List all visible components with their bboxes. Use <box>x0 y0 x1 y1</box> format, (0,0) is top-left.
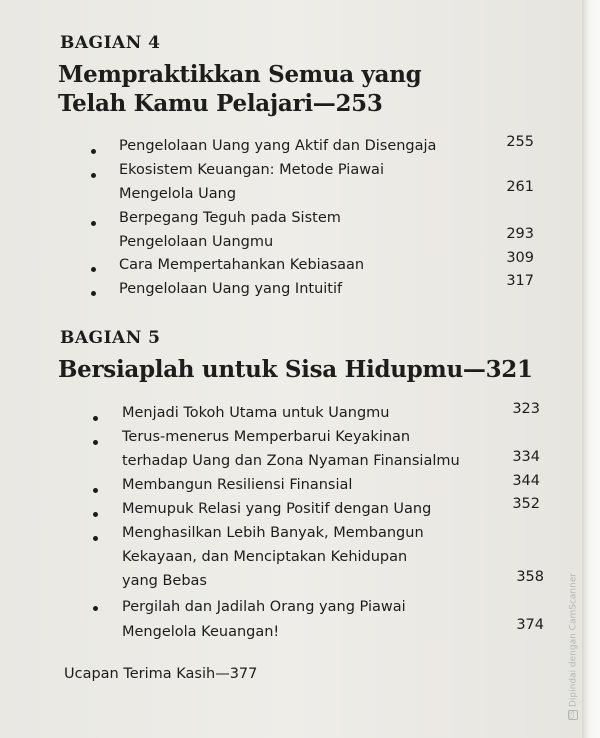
bullet-icon <box>93 488 98 493</box>
bullet-icon <box>91 173 96 178</box>
bullet-icon <box>91 291 96 296</box>
part-4-title-line-2: Telah Kamu Pelajari—253 <box>58 90 383 117</box>
toc-entry-page: 317 <box>506 273 534 289</box>
toc-entry-title: Membangun Resiliensi Finansial <box>122 477 353 493</box>
toc-entry-title: Berpegang Teguh pada Sistem <box>119 210 341 226</box>
bullet-icon <box>91 149 96 154</box>
bullet-icon <box>93 512 98 517</box>
toc-entry-title-cont: Kekayaan, dan Menciptakan Kehidupan <box>122 549 408 565</box>
toc-entry-page: 334 <box>512 449 540 465</box>
toc-entry-title-cont: Mengelola Keuangan! <box>122 624 280 640</box>
toc-entry-title-cont: terhadap Uang dan Zona Nyaman Finansialmu <box>122 453 460 469</box>
toc-entry-page: 344 <box>512 473 540 489</box>
toc-entry-title: Ekosistem Keuangan: Metode Piawai <box>119 162 384 178</box>
acknowledgements-entry: Ucapan Terima Kasih—377 <box>64 666 258 682</box>
toc-entry-page: 309 <box>506 250 534 266</box>
toc-entry-title-cont: yang Bebas <box>122 573 207 589</box>
part-4-label: BAGIAN 4 <box>60 33 161 53</box>
toc-entry-page: 293 <box>506 226 534 242</box>
part-4-title-line-1: Mempraktikkan Semua yang <box>58 61 422 88</box>
toc-entry-title: Pengelolaan Uang yang Aktif dan Disengaja <box>119 138 437 154</box>
part-5-label: BAGIAN 5 <box>60 328 161 348</box>
camscanner-logo-icon: CS <box>569 711 576 719</box>
toc-entry-page: 255 <box>506 134 534 150</box>
toc-entry-page: 352 <box>512 496 540 512</box>
toc-entry-title: Cara Mempertahankan Kebiasaan <box>119 257 365 273</box>
watermark-text: Dipindai dengan CamScanner <box>568 572 579 707</box>
toc-entry-title: Menghasilkan Lebih Banyak, Membangun <box>122 525 424 541</box>
scan-edge <box>582 0 600 738</box>
toc-entry-title: Pergilah dan Jadilah Orang yang Piawai <box>122 599 406 615</box>
scanner-watermark <box>568 573 579 720</box>
bullet-icon <box>93 416 98 421</box>
part-5-title: Bersiaplah untuk Sisa Hidupmu—321 <box>58 356 533 383</box>
toc-entry-title: Pengelolaan Uang yang Intuitif <box>119 281 343 297</box>
bullet-icon <box>93 536 98 541</box>
toc-entry-page: 358 <box>516 569 544 585</box>
toc-entry-page: 261 <box>506 179 534 195</box>
toc-entry-page: 323 <box>512 401 540 417</box>
bullet-icon <box>93 440 98 445</box>
toc-entry-title: Menjadi Tokoh Utama untuk Uangmu <box>122 405 390 421</box>
bullet-icon <box>91 221 96 226</box>
toc-entry-title-cont: Mengelola Uang <box>119 186 237 202</box>
toc-entry-title: Terus-menerus Memperbarui Keyakinan <box>122 429 411 445</box>
bullet-icon <box>93 606 98 611</box>
toc-entry-title: Memupuk Relasi yang Positif dengan Uang <box>122 501 432 517</box>
bullet-icon <box>91 267 96 272</box>
toc-entry-page: 374 <box>516 617 544 633</box>
toc-entry-title-cont: Pengelolaan Uangmu <box>119 234 274 250</box>
